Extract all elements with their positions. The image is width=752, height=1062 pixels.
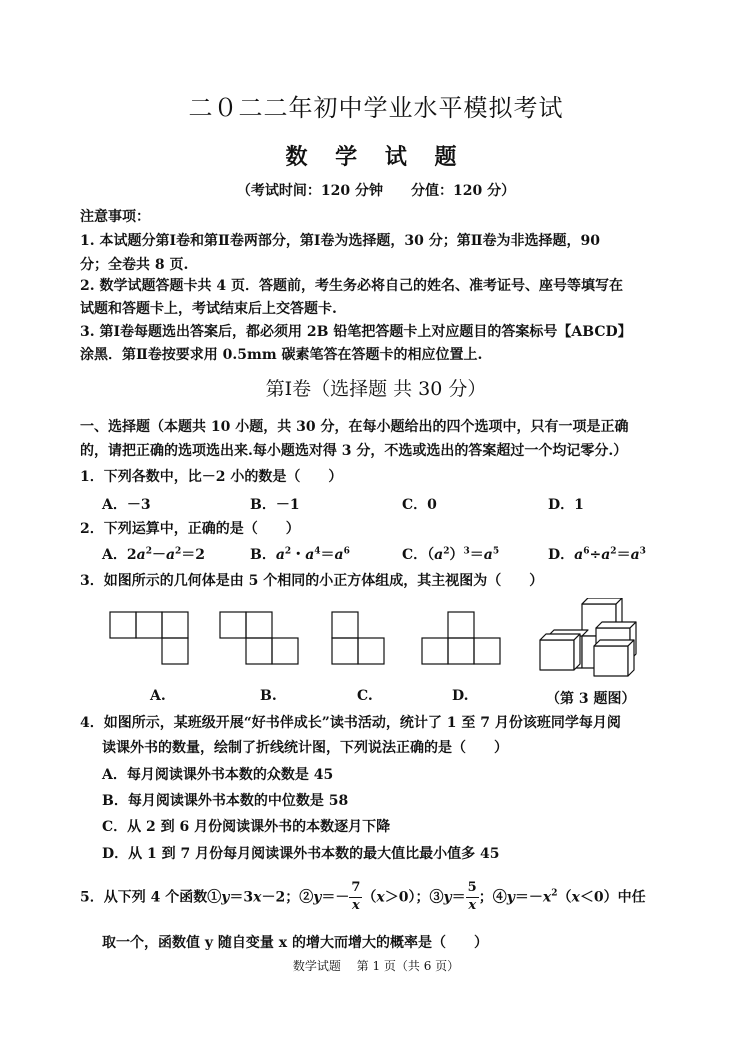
q1-option-c: C．0 (402, 497, 437, 513)
q3-view-c (332, 612, 384, 664)
q3-label-c: C. (357, 688, 373, 704)
note-3-line-1: 3. 第Ⅰ卷每题选出答案后，都必须用 2B 铅笔把答题卡上对应题目的答案标号【ABCD】 (80, 324, 632, 340)
q2-option-c: C．$(a^2)^3=a^5$ (402, 546, 500, 563)
q4-option-d: D．从 1 到 7 月份每月阅读课外书本数的最大值比最小值多 45 (102, 846, 500, 862)
q4-option-a: A．每月阅读课外书本数的众数是 45 (102, 767, 334, 783)
page-footer: 数学试题 第 1 页（共 6 页） (292, 959, 460, 973)
q1-option-d: D．1 (548, 497, 584, 513)
subject-title: 数 学 试 题 (285, 144, 467, 170)
exam-title: 二０二二年初中学业水平模拟考试 (188, 94, 564, 122)
q3-solid-figure (540, 598, 636, 676)
section-title: 第Ⅰ卷（选择题 共 30 分） (265, 378, 487, 400)
q3-label-d: D. (452, 688, 469, 704)
q1-option-b: B．－1 (250, 497, 300, 513)
note-1-line-1: 1. 本试题分第Ⅰ卷和第Ⅱ卷两部分，第Ⅰ卷为选择题，30 分；第Ⅱ卷为非选择题，90 (80, 233, 601, 249)
q2-stem: 2．下列运算中，正确的是（ ） (80, 521, 300, 537)
q3-figure-caption: （第 3 题图） (546, 691, 636, 707)
note-2-line-2: 试题和答题卡上，考试结束后上交答题卡. (80, 301, 337, 317)
q2-option-d: D．$a^6\div a^2=a^3$ (548, 546, 646, 563)
notes-heading: 注意事项： (80, 209, 150, 225)
q1-option-a: A．－3 (102, 497, 151, 513)
q2-option-a: A．$2a^2-a^2=2$ (102, 546, 206, 563)
q4-stem-line-2: 读课外书的数量，绘制了折线统计图，下列说法正确的是（ ） (102, 740, 508, 756)
q3-label-a: A. (150, 688, 166, 704)
section-intro-line-2: 的，请把正确的选项选出来.每小题选对得 3 分，不选或选出的答案超过一个均记零分.） (80, 443, 628, 459)
q3-label-b: B. (260, 688, 277, 704)
q3-view-a (110, 612, 188, 664)
q3-view-b (220, 612, 298, 664)
q5-stem-line-1: 5．从下列 4 个函数①y＝3x－2；②y＝－ $\frac{7}{x}$ （x＞0）；③y＝ $\frac{5}{x}$ ；$④y=-x^2(x<0)$中任 (80, 880, 646, 913)
exam-info: （考试时间：120 分钟 分值：120 分） (236, 183, 516, 199)
q4-stem-line-1: 4．如图所示，某班级开展“好书伴成长”读书活动，统计了 1 至 7 月份该班同学每月阅 (80, 715, 621, 731)
note-2-line-1: 2. 数学试题答题卡共 4 页．答题前，考生务必将自己的姓名、准考证号、座号等填写在 (80, 278, 623, 294)
q4-option-c: C．从 2 到 6 月份阅读课外书的本数逐月下降 (102, 819, 391, 835)
q3-stem: 3．如图所示的几何体是由 5 个相同的小正方体组成，其主视图为（ ） (80, 573, 544, 589)
note-3-line-2: 涂黑．第Ⅱ卷按要求用 0.5mm 碳素笔答在答题卡的相应位置上. (80, 347, 483, 363)
section-intro-line-1: 一、选择题（本题共 10 小题，共 30 分，在每小题给出的四个选项中，只有一项是正确 (80, 419, 629, 435)
q4-option-b: B．每月阅读课外书本数的中位数是 58 (102, 793, 349, 809)
note-1-line-2: 分；全卷共 8 页. (80, 257, 189, 273)
q3-views-figure (100, 598, 660, 684)
q1-stem: 1．下列各数中，比－2 小的数是（ ） (80, 469, 343, 485)
q2-option-b: B．$a^2$・$a^4=a^6$ (250, 546, 350, 563)
q3-view-d (422, 612, 500, 664)
q5-stem-line-2: 取一个，函数值 y 随自变量 x 的增大而增大的概率是（ ） (102, 935, 488, 951)
